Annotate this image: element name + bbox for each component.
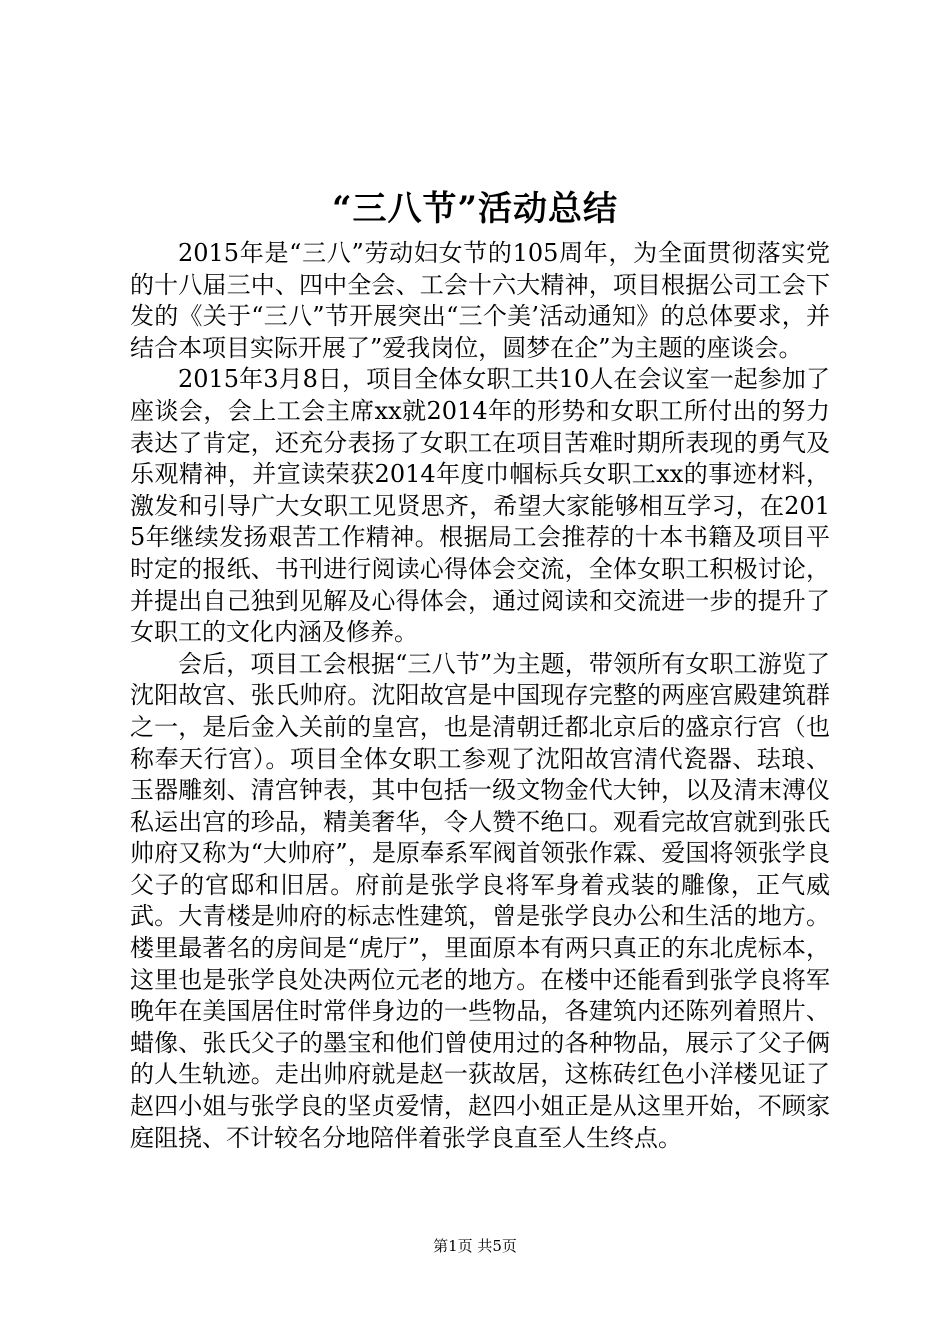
- paragraph-3: 会后，项目工会根据“三八节”为主题，带领所有女职工游览了沈阳故宫、张氏帅府。沈阳故宫是中国现存完整的两座宫殿建筑群之一，是后金入关前的皇宫，也是清朝迁都北京后的盛京行宫（也称奉天行宫）。项目全体女职工参观了沈阳故宫清代瓷器、珐琅、玉器雕刻、清宫钟表，其中包括一级文物金代大钟，以及清末溥仪私运出宫的珍品，精美奢华，令人赞不绝口。观看完故宫就到张氏帅府又称为“大帅府”，是原奉系军阀首领张作霖、爱国将领张学良父子的官邸和旧居。府前是张学良将军身着戎装的雕像，正气威武。大青楼是帅府的标志性建筑，曾是张学良办公和生活的地方。楼里最著名的房间是“虎厅”，里面原本有两只真正的东北虎标本，这里也是张学良处决两位元老的地方。在楼中还能看到张学良将军晚年在美国居住时常伴身边的一些物品，各建筑内还陈列着照片、蜡像、张氏父子的墨宝和他们曾使用过的各种物品，展示了父子俩的人生轨迹。走出帅府就是赵一荻故居，这栋砖红色小洋楼见证了赵四小姐与张学良的坚贞爱情，赵四小姐正是从这里开始，不顾家庭阻挠、不计较名分地陪伴着张学良直至人生终点。: [130, 649, 830, 1152]
- paragraph-1: 2015年是“三八”劳动妇女节的105周年，为全面贯彻落实党的十八届三中、四中全会、工会十六大精神，项目根据公司工会下发的《关于“三八”节开展突出“三个美’活动通知》的总体要求，并结合本项目实际开展了”爱我岗位，圆梦在企”为主题的座谈会。: [130, 239, 830, 362]
- page-number-footer: 第1页 共5页: [433, 1237, 517, 1255]
- paragraph-2: 2015年3月8日，项目全体女职工共10人在会议室一起参加了座谈会，会上工会主席xx就2014年的形势和女职工所付出的努力表达了肯定，还充分表扬了女职工在项目苦难时期所表现的勇气及乐观精神，并宣读荣获2014年度巾帼标兵女职工xx的事迹材料，激发和引导广大女职工见贤思齐，希望大家能够相互学习，在2015年继续发扬艰苦工作精神。根据局工会推荐的十本书籍及项目平时定的报纸、书刊进行阅读心得体会交流，全体女职工积极讨论，并提出自己独到见解及心得体会，通过阅读和交流进一步的提升了女职工的文化内涵及修养。: [130, 365, 830, 647]
- document-title: “三八节”活动总结: [331, 189, 619, 229]
- document-body: [130, 238, 830, 1154]
